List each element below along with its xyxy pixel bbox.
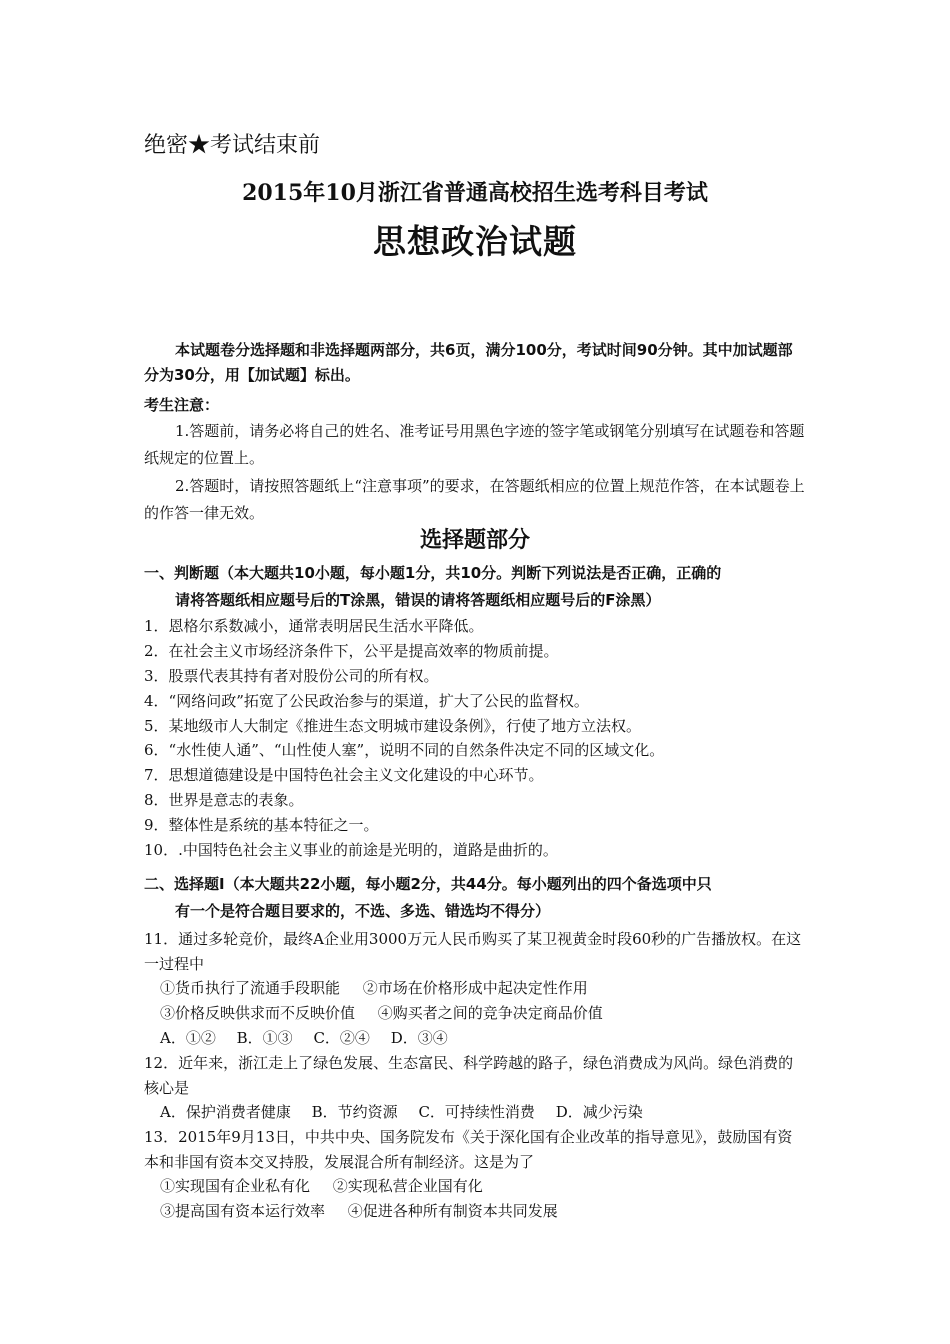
option: ①货币执行了流通手段职能 [160,979,341,997]
list-item: 7．思想道德建设是中国特色社会主义文化建设的中心环节。 [144,766,544,785]
question-11-options-row2 [160,1001,621,1026]
answer-choice: A．保护消费者健康 [160,1103,291,1121]
option: ④购买者之间的竞争决定商品价值 [377,1004,603,1022]
option: ②市场在价格形成中起决定性作用 [362,979,588,997]
confidential-mark: 绝密★考试结束前 [144,133,321,158]
answer-choice: A．①② [160,1029,216,1047]
option: ④促进各种所有制资本共同发展 [347,1202,558,1220]
answer-choice: D．③④ [390,1029,448,1047]
option: ②实现私营企业国有化 [332,1177,483,1195]
option: ③价格反映供求而不反映价值 [160,1004,356,1022]
option: ①实现国有企业私有化 [160,1177,311,1195]
answer-choice: C．可持续性消费 [418,1103,535,1121]
part2-heading-line2: 有一个是符合题目要求的，不选、多选、错选均不得分） [175,902,551,920]
part1-heading-line1: 一、判断题（本大题共10小题，每小题1分，共10分。判断下列说法是否正确，正确的 [144,564,722,582]
subject-title: 思想政治试题 [373,222,577,261]
part2-heading-line1: 二、选择题Ⅰ（本大题共22小题，每小题2分，共44分。每小题列出的四个备选项中只 [144,875,712,893]
notice-item: 2.答题时，请按照答题纸上“注意事项”的要求，在答题纸相应的位置上规范作答，在本试题卷上的作答一律无效。 [144,477,805,522]
question-11-answers [160,1026,464,1051]
question-13-options-row1 [160,1174,501,1199]
true-false-list [144,614,806,863]
list-item: 1．恩格尔系数减小，通常表明居民生活水平降低。 [144,617,484,635]
answer-choice: B．①③ [236,1029,293,1047]
exam-title: 2015年10月浙江省普通高校招生选考科目考试 [242,180,708,206]
list-item: 10．.中国特色社会主义事业的前途是光明的，道路是曲折的。 [144,841,558,860]
list-item: 9．整体性是系统的基本特征之一。 [144,816,379,835]
question-12-stem: 12．近年来，浙江走上了绿色发展、生态富民、科学跨越的路子，绿色消费成为风尚。绿色消费的核心是 [144,1054,794,1097]
exam-intro: 本试题卷分选择题和非选择题两部分，共6页，满分100分，考试时间90分钟。其中加试题部分为30分，用【加试题】标出。 [144,341,793,384]
section-title: 选择题部分 [419,528,530,553]
question-13-stem: 13．2015年9月13日，中共中央、国务院发布《关于深化国有企业改革的指导意见》，鼓励国有资本和非国有资本交叉持股，发展混合所有制经济。这是为了 [144,1128,793,1171]
list-item: 8．世界是意志的表象。 [144,791,304,810]
question-11-stem: 11．通过多轮竞价，最终A企业用3000万元人民币购买了某卫视黄金时段60秒的广告播放权。在这一过程中 [144,930,802,973]
answer-choice: B．节约资源 [311,1103,398,1121]
question-13-options-row2 [160,1199,576,1224]
question-11-options-row1 [160,976,606,1001]
answer-choice: C．②④ [313,1029,370,1047]
list-item: 5．某地级市人大制定《推进生态文明城市建设条例》，行使了地方立法权。 [144,716,642,735]
question-12-answers [160,1100,659,1125]
list-item: 3．股票代表其持有者对股份公司的所有权。 [144,666,439,685]
list-item: 4．“网络问政”拓宽了公民政治参与的渠道，扩大了公民的监督权。 [144,691,589,710]
part1-heading [144,560,806,614]
option: ③提高国有资本运行效率 [160,1202,326,1220]
notice-title: 考生注意： [144,396,220,414]
answer-choice: D．减少污染 [555,1103,643,1121]
part2-heading [144,871,806,925]
list-item: 6．“水性使人通”、“山性使人塞”，说明不同的自然条件决定不同的区域文化。 [144,741,665,760]
notice-item: 1.答题前，请务必将自己的姓名、准考证号用黑色字迹的签字笔或钢笔分别填写在试题卷和答题纸规定的位置上。 [144,422,805,467]
list-item: 2．在社会主义市场经济条件下，公平是提高效率的物质前提。 [144,641,559,660]
part1-heading-line2: 请将答题纸相应题号后的T涂黑，错误的请将答题纸相应题号后的F涂黑） [175,591,661,609]
